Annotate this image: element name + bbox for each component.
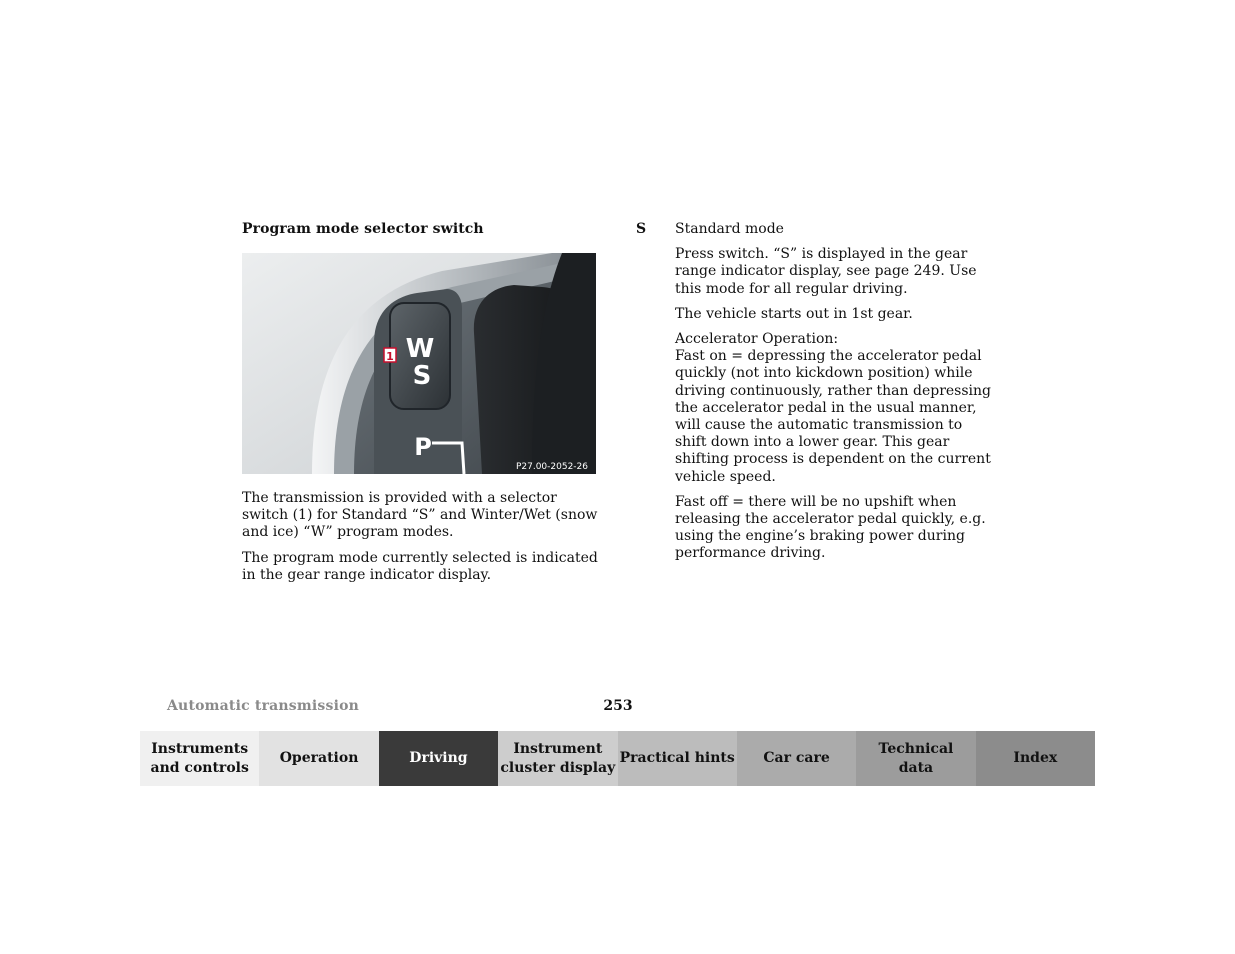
chapter-navigation [140,731,1095,786]
mode-title: Standard mode [675,221,784,237]
paragraph: Fast off = there will be no upshift when releasing the accelerator pedal quickly, e.g. using the engine’s braking power during performance driving. [675,493,986,562]
paragraph: The transmission is provided with a selector switch (1) for Standard “S” and Winter/Wet (snow and ice) “W” program modes. [242,490,598,541]
nav-tab-technical-data[interactable]: Technical data [856,731,975,786]
nav-tab-car-care[interactable]: Car care [737,731,856,786]
nav-tab-driving[interactable]: Driving [379,731,498,786]
callout-number: 1 [386,350,394,363]
selector-switch-figure [242,253,596,474]
mode-letter: S [636,221,647,237]
paragraph: The program mode currently selected is indicated in the gear range indicator display. [242,549,598,583]
figure-code: P27.00-2052-26 [515,462,588,472]
page-number: 253 [603,698,633,714]
paragraph: Press switch. “S” is displayed in the gear range indicator display, see page 249. Use this mode for all regular driving. [675,246,977,297]
nav-tab-practical-hints[interactable]: Practical hints [618,731,737,786]
s-mode-label: S [412,361,432,391]
nav-tab-instrument-cluster-display[interactable]: Instrument cluster display [498,731,617,786]
w-mode-label: W [405,334,435,364]
park-label: P [414,433,432,461]
footer-section-title: Automatic transmission [167,698,360,714]
section-heading: Program mode selector switch [242,221,484,237]
selector-switch-illustration [242,253,596,474]
paragraph: The vehicle starts out in 1st gear. [675,305,913,322]
nav-tab-instruments-and-controls[interactable]: Instruments and controls [140,731,259,786]
right-column-text [675,221,997,571]
left-column-text [242,490,604,592]
paragraph: Accelerator Operation: Fast on = depressing the accelerator pedal quickly (not into kickdown position) while driving continuously, rather than depressing the accelerator pedal in the usual manner, will cause the automatic transmission to shift down into a lower gear. This gear shifting process is dependent on the current vehicle speed. [675,331,992,485]
nav-tab-operation[interactable]: Operation [259,731,378,786]
nav-tab-index[interactable]: Index [976,731,1095,786]
